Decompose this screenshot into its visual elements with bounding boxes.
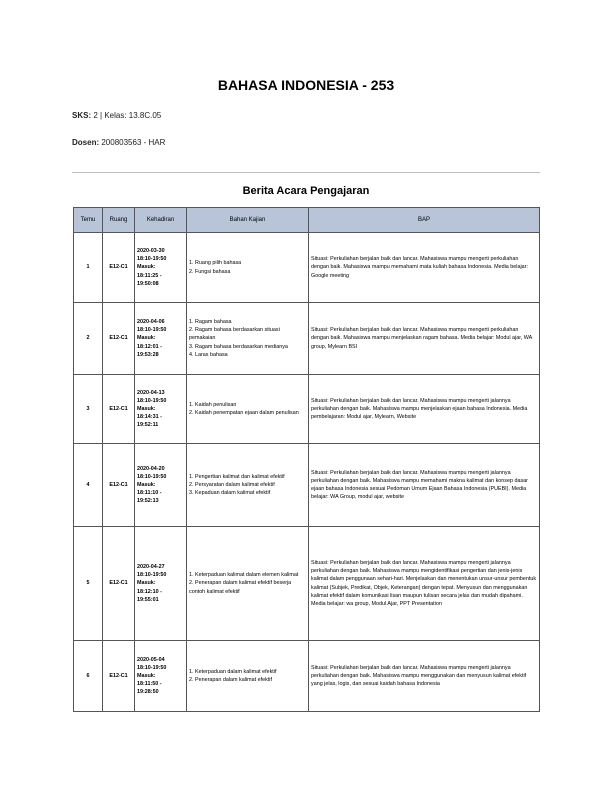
cell-bap: Situasi: Perkuliahan berjalan baik dan lancar. Mahasiswa mampu mengerti jalannya perkuliahan dengan baik. Mahasiswa mampu menggunakan dan menyusun kalimat efektif yang jelas, logis, dan sesuai kaidah bahasa Indonesia: [309, 641, 540, 712]
kehadiran-schedule: 18:10-19:50: [137, 572, 167, 579]
teaching-record-table: [73, 207, 540, 712]
cell-kehadiran: [135, 444, 187, 527]
cell-bap: Situasi: Perkuliahan berjalan baik dan lancar. Mahasiswa mampu mengerti perkuliahan dengan baik. Mahasiswa mampu menjelaskan ragam bahasa. Media belajar: Modul ajar, WA group, Mylearn BSI: [309, 303, 540, 375]
cell-ruang: E12-C1: [103, 375, 135, 444]
kehadiran-in-time: 18:12:01 -: [137, 343, 162, 350]
header-kehadiran: Kehadiran: [135, 208, 187, 233]
kehadiran-masuk-label: Masuk:: [137, 335, 156, 342]
cell-kehadiran: [135, 527, 187, 641]
bahan-item: 1. Keterpaduan kalimat dalam elemen kalimat: [189, 572, 299, 579]
sks-label: SKS:: [72, 111, 92, 120]
cell-bap: Situasi: Perkuliahan berjalan baik dan lancar. Mahasiswa mampu mengerti perkuliahan dengan baik. Mahasiswa mampu memahami mata kuliah bahasa Indonesia. Media belajar: Google meeting: [309, 233, 540, 303]
cell-bahan-kajian: [187, 375, 309, 444]
table-body: [74, 233, 540, 712]
table-row: [74, 641, 540, 712]
header-temu: Temu: [74, 208, 103, 233]
kehadiran-in-time: 18:11:10 -: [137, 490, 162, 497]
cell-ruang: E12-C1: [103, 641, 135, 712]
bahan-item: 1. Keterpaduan dalam kalimat efektif: [189, 668, 277, 675]
bahan-item: 2. Fungsi bahasa: [189, 268, 231, 275]
bahan-item: 4. Laras bahasa: [189, 351, 228, 358]
page-title: BAHASA INDONESIA - 253: [217, 77, 395, 93]
kehadiran-out-time: 19:55:01: [137, 596, 159, 603]
cell-kehadiran: [135, 641, 187, 712]
cell-temu: 5: [74, 527, 103, 641]
kehadiran-schedule: 18:10-19:50: [137, 473, 167, 480]
cell-temu: 2: [74, 303, 103, 375]
cell-kehadiran: [135, 303, 187, 375]
cell-temu: 3: [74, 375, 103, 444]
sks-value: 2 | Kelas: 13.8C.05: [93, 111, 162, 120]
kehadiran-masuk-label: Masuk:: [137, 264, 156, 271]
kehadiran-date: 2020-05-04: [137, 656, 165, 663]
kehadiran-in-time: 18:11:50 -: [137, 681, 162, 688]
header-bahan-kajian: Bahan Kajian: [187, 208, 309, 233]
table-header-row: [74, 208, 540, 233]
header-ruang: Ruang: [103, 208, 135, 233]
kehadiran-in-time: 18:14:31 -: [137, 414, 162, 421]
cell-bap: Situasi: Perkuliahan berjalan baik dan lancar. Mahasiswa mampu mengerti jalannya perkuliahan dengan baik. Mahasiswa mampu menjelaskan ejaan bahasa Indonesia. Media pembelajaran: Modul ajar, Mylearn, Website: [309, 375, 540, 444]
kehadiran-schedule: 18:10-19:50: [137, 397, 167, 404]
bahan-item: 1. Pengertian kalimat dan kalimat efektif: [189, 473, 285, 480]
cell-bahan-kajian: [187, 303, 309, 375]
kehadiran-date: 2020-04-27: [137, 564, 165, 571]
bahan-item: 2. Penerapan dalam kalimat efektif: [189, 677, 273, 683]
kehadiran-schedule: 18:10-19:50: [137, 664, 167, 671]
kehadiran-date: 2020-03-30: [137, 248, 165, 255]
cell-ruang: E12-C1: [103, 527, 135, 641]
kehadiran-in-time: 18:11:25 -: [137, 272, 162, 279]
kehadiran-in-time: 18:12:10 -: [137, 588, 162, 595]
cell-ruang: E12-C1: [103, 233, 135, 303]
kehadiran-schedule: 18:10-19:50: [137, 256, 167, 263]
bahan-item: 3. Ragam bahasa berdasarkan medianya: [189, 343, 288, 350]
kehadiran-masuk-label: Masuk:: [137, 580, 156, 587]
bahan-item: 3. Kepaduan dalam kalimat efektif: [189, 490, 271, 497]
cell-kehadiran: [135, 375, 187, 444]
cell-bahan-kajian: [187, 641, 309, 712]
kehadiran-date: 2020-04-20: [137, 465, 165, 472]
kehadiran-schedule: 18:10-19:50: [137, 327, 167, 334]
kehadiran-masuk-label: Masuk:: [137, 481, 156, 488]
cell-temu: 1: [74, 233, 103, 303]
dosen-label: Dosen:: [72, 138, 100, 147]
kehadiran-out-time: 19:53:28: [137, 351, 159, 358]
kehadiran-masuk-label: Masuk:: [137, 405, 156, 412]
bahan-item: 2. Ragam bahasa berdasarkan situasi pemakaian: [189, 327, 280, 342]
kehadiran-date: 2020-04-13: [137, 389, 165, 396]
cell-bap: Situasi: Perkuliahan berjalan baik dan lancar. Mahasiswa mampu mengerti jalannya perkuliahan dengan baik. Mahasiswa mampu mengidentifikasi pengertian dan jenis-jenis kalimat dalam penggunaan sehari-hari. Menjelaskan dan menentukan unsur-unsur pembentuk kalimat (Subjek, Predikat, Objek, Keterangan) dengan tepat. Menyusun dan menggunakan kalimat efektif dalam komunikasi lisan maupun tulisan secara jelas dan mudah dipahami. Media belajar: wa group, Modul Ajar, PPT Presentation: [309, 527, 540, 641]
kehadiran-masuk-label: Masuk:: [137, 672, 156, 679]
bahan-item: 2. Persyaratan dalam kalimat efektif: [189, 481, 275, 488]
table-row: [74, 444, 540, 527]
lecturer-info-line: [72, 138, 165, 147]
table-row: [74, 527, 540, 641]
cell-kehadiran: [135, 233, 187, 303]
cell-bahan-kajian: [187, 233, 309, 303]
header-bap: BAP: [309, 208, 540, 233]
bahan-item: 2. Penerapan dalam kalimat efektif beserja contoh kalimat efektif: [189, 580, 292, 595]
cell-bahan-kajian: [187, 527, 309, 641]
cell-temu: 4: [74, 444, 103, 527]
kehadiran-out-time: 19:52:11: [137, 422, 159, 429]
cell-temu: 6: [74, 641, 103, 712]
kehadiran-out-time: 19:52:13: [137, 498, 159, 505]
bahan-item: 1. Ruang pilih bahasa: [189, 260, 242, 267]
cell-ruang: E12-C1: [103, 303, 135, 375]
bahan-item: 1. Ragam bahasa: [189, 319, 232, 326]
dosen-value: 200803563 - HAR: [101, 138, 166, 147]
table-row: [74, 233, 540, 303]
bahan-item: 2. Kaidah penempatan ejaan dalam penulisan: [189, 410, 299, 416]
course-info-line: [72, 111, 161, 120]
section-title: Berita Acara Pengajaran: [242, 185, 370, 197]
cell-bap: Situasi: Perkuliahan berjalan baik dan lancar. Mahasiswa mampu mengerti jalannya perkuliahan dengan baik. Mahasiswa mampu memahami makna kalimat dan konsep dasar ejaan bahasa Indonesia sesuai Pedoman Umum Ejaan Bahasa Indonesia (PUEBI). Media belajar: WA Group, modul ajar, website: [309, 444, 540, 527]
cell-bahan-kajian: [187, 444, 309, 527]
table-row: [74, 375, 540, 444]
bahan-item: 1. Kaidah penulisan: [189, 401, 237, 408]
kehadiran-out-time: 19:28:50: [137, 689, 159, 696]
kehadiran-date: 2020-04-06: [137, 319, 165, 326]
table-row: [74, 303, 540, 375]
kehadiran-out-time: 19:50:08: [137, 280, 159, 287]
section-divider: [72, 172, 540, 173]
cell-ruang: E12-C1: [103, 444, 135, 527]
